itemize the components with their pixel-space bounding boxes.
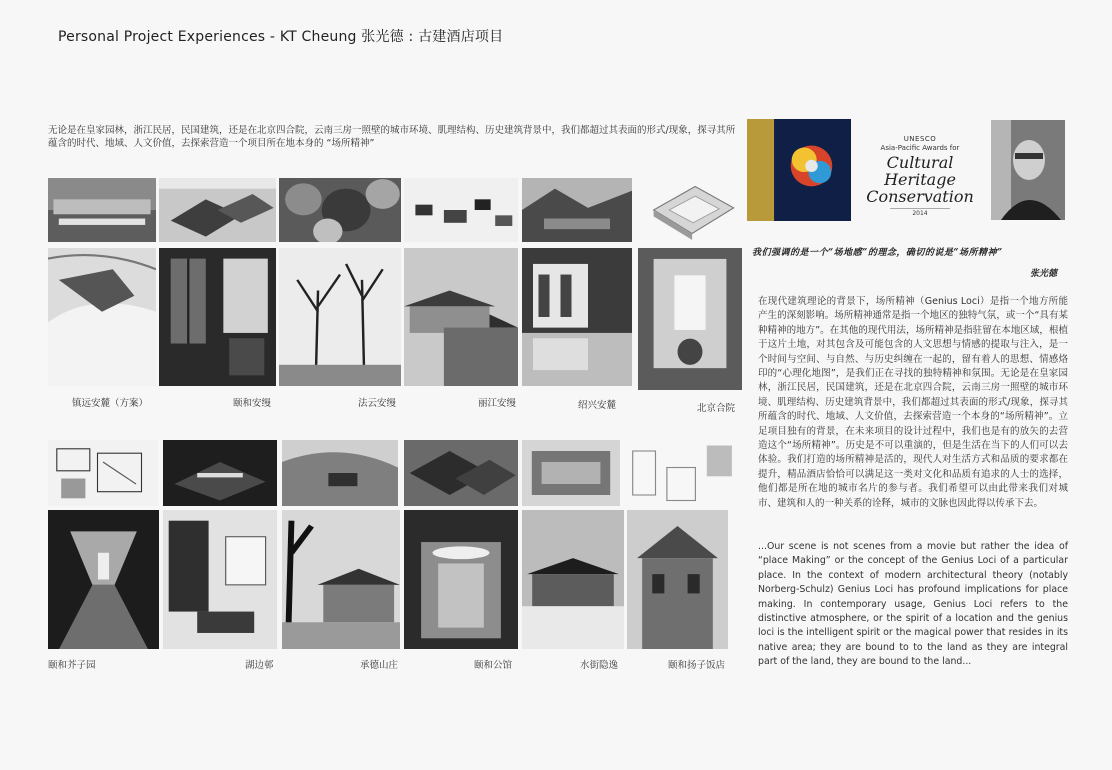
award-line2: Asia-Pacific Awards for [880,144,960,152]
caption-hubian-cun: 湖边邨 [245,660,274,671]
photo-traditional-rooftops [404,248,518,386]
unesco-award-logo [858,135,982,217]
caption-yihe-aman: 颐和安缦 [233,398,272,409]
photo-aerial-village-1 [48,178,156,242]
caption-chengde-villa: 承德山庄 [360,660,399,671]
award-title-2: Conservation [866,187,974,206]
award-year: 2014 [890,208,950,217]
caption-water-street: 水街隐逸 [580,660,619,671]
award-title-1: Cultural Heritage [884,153,956,189]
photo-village-sketch [404,178,518,242]
page-title: Personal Project Experiences - KT Cheung 张光德 : 古建酒店项目 [58,29,504,45]
caption-lijiang-aman: 丽江安缦 [478,398,517,409]
portrait-photo [991,120,1065,220]
caption-yihe-jieziyuan: 颐和芥子园 [48,660,96,671]
photo-study-room [163,510,277,649]
intro-paragraph: 无论是在皇家园林，浙江民居，民国建筑，还是在北京四合院，云南三房一照壁的城市环境、肌理结构、历史建筑背景中，我们都超过其表面的形式/现象，探寻其所蕴含的时代、地域、人文价值，去探索营造一个项目所在地本身的 “场所精神” [48,125,736,149]
caption-shaoxing-anlu: 绍兴安麓 [578,400,617,411]
photo-historic-hotel [627,510,728,649]
photo-night-aerial [163,440,277,506]
photo-courtyard-model [638,178,742,242]
quote-text: 我们强调的是一个“场地感”的理念，确切的说是“场所精神” [752,248,1003,258]
photo-lattice-interior [159,248,276,386]
photo-water-street [522,510,624,649]
caption-zhenyuan: 镇远安麓（方案） [72,398,149,409]
caption-yihe-mansion: 颐和公馆 [474,660,513,671]
caption-fayun-aman: 法云安缦 [358,398,397,409]
photo-landscape-aerial [282,440,398,506]
photo-reflecting-pool [522,248,632,386]
award-poster [747,119,851,221]
photo-water-town-aerial [522,440,620,506]
photo-courtyard-interior [638,248,742,390]
photo-site-plan-map [48,248,156,386]
photo-gallery-hall [404,510,518,649]
quote-author: 张光德 [1030,269,1058,279]
photo-bare-trees [279,248,401,386]
body-text-chinese: 在现代建筑理论的背景下，场所精神（Genius Loci）是指一个地方所能产生的深刻影响。场所精神通常是指一个地区的独特气氛，或一个“具有某种精神的地方”。在其他的现代用法，场所精神是指驻留在本地区域，根植于这片土地，对其包含及可能包含的人文思想与情感的提取与注入，是一个时间与空间、与自然、与历史纠缠在一起的，留有着人的思想、情感烙印的“心理化地图”，是我们正在寻找的独特精神和氛围。无论是在皇家园林，浙江民居，民国建筑，还是在北京四合院，云南三房一照壁的城市环境、肌理结构、历史建筑背景中，我们都超过其表面的形式/现象，探寻其所蕴含的时代、地域、人文价值，去探索营造一个本身的“场所精神”。立足项目独有的背景，在未来项目的设计过程中，我们也是有的放矢的去营造这个“场所精神”。历史是不可以重演的，但是生活在当下的人们可以去体验。我们打造的场所精神是活的，现代人对生活方式和品质的要求都在提升，精品酒店恰恰可以满足这一类对文化和品质有追求的人士的选择，他们都是所在地的城市名片的参与者。我们希望可以由此带来我们对城市、建筑和人的一种关系的诠释，城市的文脉也因此得以传承下去。 [758,296,1068,509]
caption-beijing-courtyard: 北京合院 [697,403,736,414]
photo-building-sketch [627,440,741,506]
photo-mountain-villa [282,510,400,649]
photo-roof-aerial [404,440,518,506]
photo-garden-plan [48,440,158,506]
photo-forest-canopy [279,178,401,242]
photo-aerial-roofs [159,178,276,242]
photo-corridor [48,510,159,649]
photo-mountain-village [522,178,632,242]
body-text-english: ...Our scene is not scenes from a movie but rather the idea of “place Making” or the concept of the Genius Loci of a particular place. In the context of modern architectural theory (notably Norberg-Schulz) Genius Loci has profound implications for place making. In contemporary usage, Genius Loci refers to the distinctive atmosphere, or the spirit of a location and the genius loci is the intelligent spirit or the magical power that resides in its native area; they are bound to to the land as they are integral part of the land, they are bound to the land... [758,541,1068,668]
caption-yihe-yangzi-hotel: 颐和扬子饭店 [668,660,726,671]
award-org: UNESCO [903,135,937,143]
